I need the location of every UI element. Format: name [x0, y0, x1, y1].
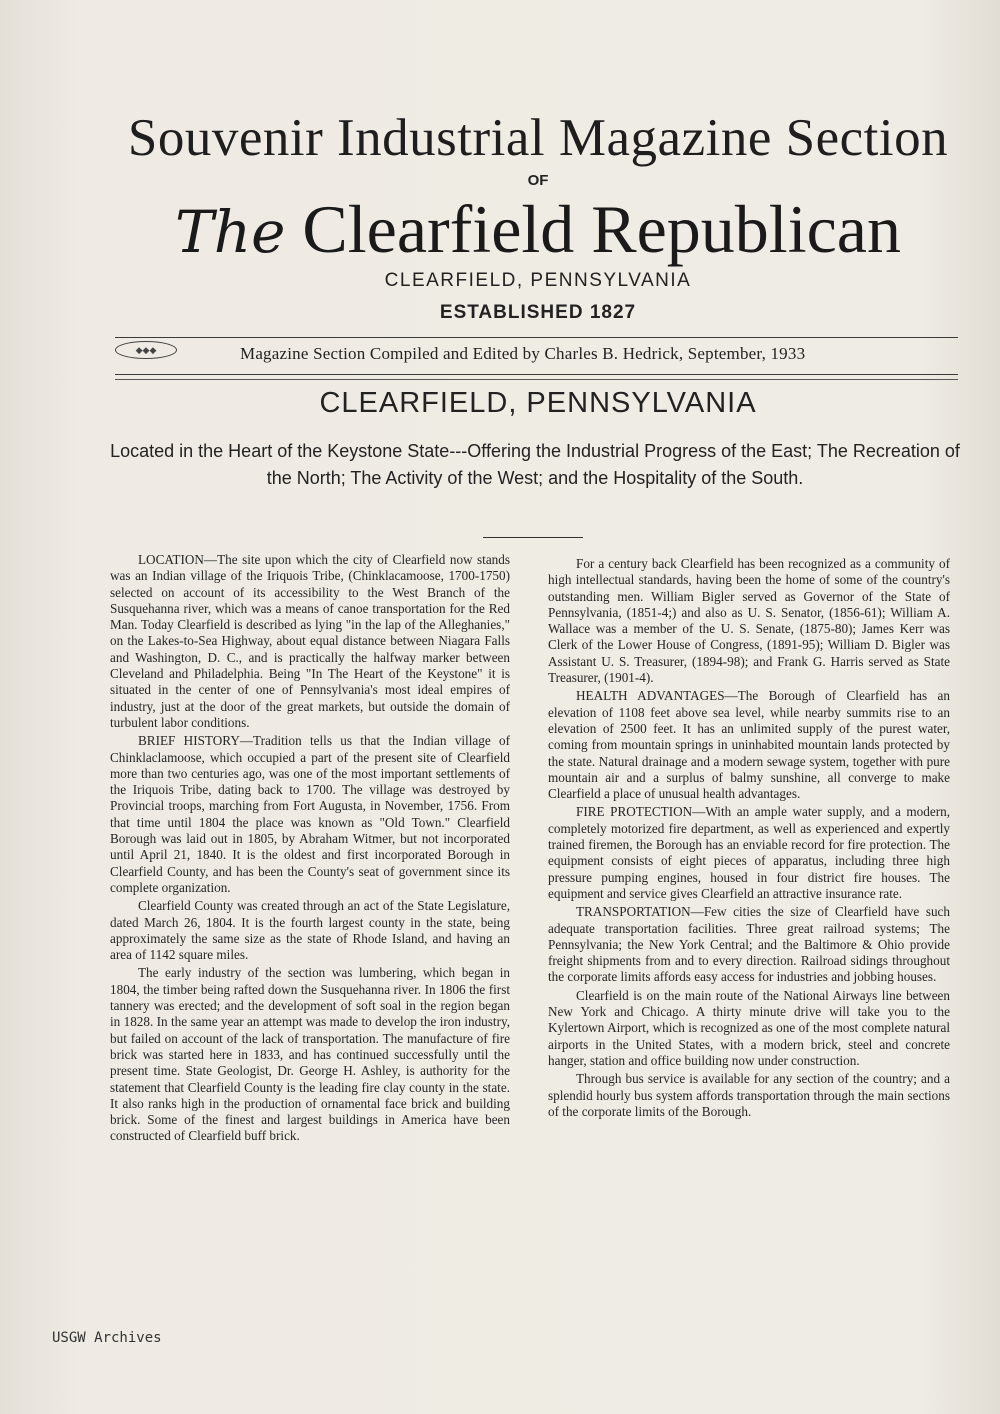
masthead-location: CLEARFIELD, PENNSYLVANIA [384, 270, 692, 291]
masthead-established: ESTABLISHED 1827 [439, 302, 637, 323]
masthead-title-line1: Souvenir Industrial Magazine Section [127, 109, 949, 167]
paragraph-bus-service: Through bus service is available for any section of the country; and a splendid hourly bus system affords transportation through the main sections of the corporate limits of the Borough. [548, 1071, 950, 1119]
masthead-the-script: The [175, 198, 286, 266]
paragraph-fire-protection: FIRE PROTECTION—With an ample water supply, and a modern, completely motorized fire department, as well as experienced and expertly trained firemen, the Borough has an enviable record for fire protection. The equipment consists of eight pieces of apparatus, including three high pressure pumping engines, housed in four district fire houses. The equipment and service gives Clearfield an attractive insurance rate. [548, 804, 950, 901]
section-divider [483, 537, 583, 538]
masthead-rule-bottom [115, 374, 958, 375]
left-column [110, 552, 510, 1147]
paragraph-transportation: TRANSPORTATION—Few cities the size of Clearfield have such adequate transportation facilities. Three great railroad systems; The Pennsylvania; the New York Central; and the Baltimore & Ohio provide freight shipments from and to every direction. Railroad sidings throughout the corporate limits affords easy access for industries and jobbing houses. [548, 904, 950, 985]
article-subheadline: Located in the Heart of the Keystone State---Offering the Industrial Progress of the East; The Recreation of the North; The Activity of the West; and the Hospitality of the South. [110, 441, 960, 488]
paragraph-early-industry: The early industry of the section was lumbering, which began in 1804, the timber being rafted down the Susquehanna river. In 1806 the first tannery was erected; and the development of soft soal in the region began in 1828. In the same year an attempt was made to develop the iron industry, but failed on account of the lack of transportation. The manufacture of fire brick was started here in 1833, and has continued successfully until the present time. State Geologist, Dr. George H. Ashley, is authority for the statement that Clearfield County is the leading fire clay county in the state. It also ranks high in the production of ornamental face brick and building brick. Some of the finest and largest buildings in America have been constructed of Clearfield buff brick. [110, 965, 510, 1144]
masthead-newspaper-name: Clearfield Republican [285, 191, 901, 267]
paragraph-health: HEALTH ADVANTAGES—The Borough of Clearfield has an elevation of 1108 feet above sea level, while nearby summits rise to an elevation of 2500 feet. It has an unlimited supply of the purest water, coming from mountain springs in uninhabited mountain lands protected by the state. Natural drainage and a modern sewage system, together with pure mountain air and a surplus of balmy sunshine, all converge to make Clearfield a place of unusual health advantages. [548, 688, 950, 802]
ornament-icon: ◆◆◆ [115, 341, 177, 359]
right-column [548, 556, 950, 1122]
paragraph-brief-history: BRIEF HISTORY—Tradition tells us that the Indian village of Chinklaclamoose, which occupied a part of the present site of Clearfield more than two centuries ago, was one of the most important settlements of the Iriquois Tribe, dating back to 1700. The village was destroyed by Provincial troops, marching from Fort Augusta, in November, 1756. From that time until 1804 the place was known as "Old Town." Clearfield Borough was laid out in 1805, by Abraham Witmer, but not incorporated until April 21, 1840. It is the oldest and first incorporated Borough in Clearfield County, and has been the County's seat of government since its complete organization. [110, 733, 510, 895]
editor-credit: Magazine Section Compiled and Edited by Charles B. Hedrick, September, 1933 [240, 344, 806, 363]
paragraph-notable-men: For a century back Clearfield has been recognized as a community of high intellectual standards, having been the home of some of the country's outstanding men. William Bigler served as Governor of the State of Pennsylvania, (1851-4;) and also as U. S. Senator, (1856-61); William A. Wallace was a member of the U. S. Senate, (1875-80); James Kerr was Clerk of the Lower House of Congress, (1891-95); William D. Bigler was Assistant U. S. Treasurer, (1894-98); and Frank G. Harris served as State Treasurer, (1901-4). [548, 556, 950, 686]
article-headline: CLEARFIELD, PENNSYLVANIA [319, 387, 757, 419]
masthead-rule-bottom-thin [115, 379, 958, 380]
paragraph-airways: Clearfield is on the main route of the National Airways line between New York and Chicago. A thirty minute drive will take you to the Kylertown Airport, which is recognized as one of the most complete natural airports in the United States, with a modern brick, steel and concrete hanger, station and office building now under construction. [548, 987, 950, 1068]
paragraph-location: LOCATION—The site upon which the city of Clearfield now stands was an Indian village of the Iriquois Tribe, (Chinklacamoose, 1700-1750) selected on account of its accessibility to the West Branch of the Susquehanna river, which was a means of canoe transportation for the Red Man. Today Clearfield is described as lying "in the lap of the Alleghanies," on the Lakes-to-Sea Highway, about equal distance between Niagara Falls and Washington, D. C., and is practically the halfway marker between Cleveland and Philadelphia. Being "In The Heart of the Keystone" it is situated in the center of one of Pennsylvania's most ideal empires of industry, just at the door of the great markets, but outside the domain of turbulent labor conditions. [110, 552, 510, 730]
paragraph-county: Clearfield County was created through an act of the State Legislature, dated March 26, 1804. It is the fourth largest county in the state, being approximately the same size as the state of Rhode Island, and having an area of 1142 square miles. [110, 898, 510, 963]
archive-watermark: USGW Archives [52, 1330, 162, 1346]
masthead-title-line2 [0, 190, 1000, 269]
masthead-rule-top [115, 337, 958, 338]
masthead-of: OF [527, 172, 549, 189]
